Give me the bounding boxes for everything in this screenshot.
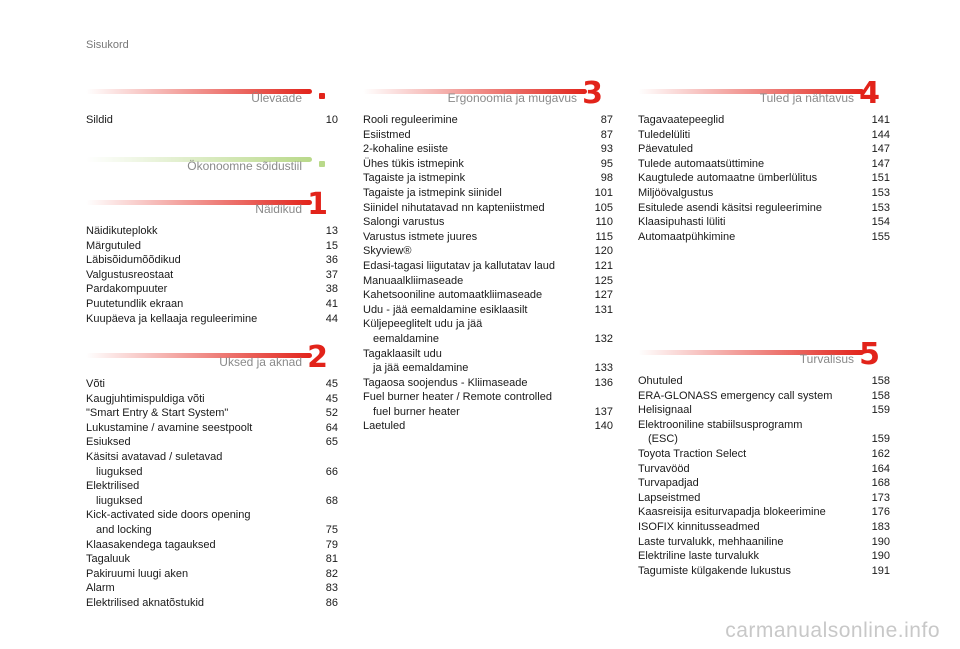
entry-title: Alarm (86, 582, 115, 595)
entry-title-continued: ja jää eemaldamine (373, 362, 469, 375)
entry-page-number: 133 (594, 362, 613, 375)
toc-entry[interactable] (638, 476, 890, 491)
toc-entry[interactable] (86, 552, 338, 567)
entry-page-number: 137 (594, 405, 613, 418)
entry-page-number: 131 (594, 303, 613, 316)
entry-page-number: 81 (325, 553, 338, 566)
entry-page-number: 87 (600, 114, 613, 126)
toc-entry[interactable] (638, 142, 890, 157)
toc-entry[interactable] (638, 403, 890, 418)
entry-page-number: 173 (871, 491, 890, 504)
toc-entry[interactable] (363, 157, 613, 172)
toc-entry[interactable] (363, 303, 613, 318)
entry-title: Varustus istmete juures (363, 230, 478, 243)
entry-title: Elektrilised aknatõstukid (86, 596, 205, 609)
toc-section (86, 153, 338, 181)
section-header (86, 187, 338, 224)
entry-title-continued: fuel burner heater (373, 405, 460, 418)
entry-title: Manuaalkliimaseade (363, 274, 464, 287)
entry-title: Sildid (86, 114, 113, 126)
toc-entry[interactable] (86, 450, 338, 479)
entry-page-number: 159 (871, 433, 890, 446)
toc-entry[interactable] (363, 201, 613, 216)
toc-list (86, 224, 338, 326)
section-title: Ökonoomne sõidustiil (187, 159, 302, 173)
section-number: 2 (307, 340, 328, 375)
entry-title: Tagavaatepeeglid (638, 114, 725, 126)
toc-entry[interactable] (638, 389, 890, 404)
entry-page-number: 191 (871, 564, 890, 577)
entry-page-number: 15 (325, 239, 338, 252)
entry-page-number: 151 (871, 172, 890, 185)
toc-entry[interactable] (86, 224, 338, 239)
entry-page-number: 83 (325, 582, 338, 595)
toc-entry[interactable] (638, 447, 890, 462)
entry-title: "Smart Entry & Start System" (86, 407, 229, 420)
entry-title: Küljepeeglitelt udu ja jää (363, 318, 483, 331)
entry-page-number: 45 (325, 392, 338, 405)
toc-entry[interactable] (86, 282, 338, 297)
entry-title: Märgutuled (86, 239, 142, 252)
entry-title: Esitulede asendi käsitsi reguleerimine (638, 201, 823, 214)
entry-page-number: 144 (871, 128, 890, 141)
entry-page-number: 79 (325, 538, 338, 551)
toc-entry[interactable] (86, 538, 338, 553)
section-marker-icon (319, 93, 325, 99)
entry-page-number: 65 (325, 436, 338, 449)
toc-entry[interactable] (638, 418, 890, 447)
toc-section (86, 85, 338, 128)
entry-title: Pardakompuuter (86, 283, 168, 296)
toc-entry[interactable] (86, 567, 338, 582)
entry-title: Klaasakendega tagauksed (86, 538, 216, 551)
entry-page-number: 93 (600, 143, 613, 156)
toc-entry[interactable] (86, 406, 338, 421)
toc-entry[interactable] (638, 491, 890, 506)
toc-entry[interactable] (638, 549, 890, 564)
toc-entry[interactable] (638, 186, 890, 201)
toc-entry[interactable] (86, 113, 338, 128)
entry-page-number: 190 (871, 550, 890, 563)
entry-page-number: 154 (871, 216, 890, 229)
toc-entry[interactable] (363, 347, 613, 376)
entry-title: ERA-GLONASS emergency call system (638, 389, 833, 402)
entry-title: Esiistmed (363, 128, 411, 141)
entry-page-number: 110 (595, 216, 613, 229)
entry-page-number: 158 (871, 389, 890, 402)
entry-title-continued: eemaldamine (373, 332, 440, 345)
toc-entry[interactable] (638, 505, 890, 520)
entry-title: Elektriline laste turvalukk (638, 550, 760, 563)
entry-title: Miljöövalgustus (638, 186, 714, 199)
toc-entry[interactable] (638, 564, 890, 579)
entry-title: Elektrilised (86, 480, 140, 493)
toc-entry[interactable] (363, 419, 613, 434)
entry-page-number: 52 (325, 407, 338, 420)
toc-entry[interactable] (86, 581, 338, 596)
section-number: 1 (307, 187, 328, 222)
toc-entry[interactable] (86, 297, 338, 312)
entry-title: Kaugjuhtimispuldiga võti (86, 392, 205, 405)
entry-title: Tagaklaasilt udu (363, 347, 442, 360)
toc-entry[interactable] (638, 215, 890, 230)
section-title: Turvalisus (799, 352, 854, 366)
entry-title: Laetuled (363, 420, 406, 433)
entry-title: 2-kohaline esiiste (363, 143, 448, 156)
toc-entry[interactable] (638, 374, 890, 389)
section-title: Ülevaade (251, 91, 302, 105)
entry-page-number: 162 (871, 447, 890, 460)
entry-page-number: 82 (325, 567, 338, 580)
entry-title: Päevatuled (638, 143, 694, 156)
watermark: carmanualsonline.info (725, 619, 940, 642)
entry-page-number: 153 (871, 201, 890, 214)
entry-page-number: 75 (325, 523, 338, 536)
toc-entry[interactable] (86, 392, 338, 407)
entry-page-number: 125 (594, 274, 613, 287)
toc-entry[interactable] (363, 142, 613, 157)
toc-entry[interactable] (363, 244, 613, 259)
entry-page-number: 115 (595, 230, 613, 243)
section-header (86, 85, 338, 113)
toc-section (86, 187, 338, 326)
toc-entry[interactable] (363, 230, 613, 245)
entry-title: Tagaiste ja istmepink siinidel (363, 186, 502, 199)
entry-page-number: 141 (871, 114, 890, 126)
entry-page-number: 140 (594, 420, 613, 433)
entry-page-number: 155 (871, 230, 890, 243)
entry-page-number: 190 (871, 535, 890, 548)
entry-title: ISOFIX kinnitusseadmed (638, 520, 760, 533)
section-title: Uksed ja aknad (219, 355, 302, 369)
entry-title: Pakiruumi luugi aken (86, 567, 189, 580)
entry-page-number: 120 (594, 245, 613, 258)
entry-page-number: 37 (325, 268, 338, 281)
toc-entry[interactable] (86, 268, 338, 283)
entry-title-continued: liuguksed (96, 494, 143, 507)
toc-entry[interactable] (86, 239, 338, 254)
entry-page-number: 10 (325, 114, 338, 126)
section-title: Näidikud (255, 202, 302, 216)
entry-title: Tulede automaatsüttimine (638, 157, 765, 170)
toc-entry[interactable] (86, 377, 338, 392)
toc-list (86, 377, 338, 611)
section-title: Ergonoomia ja mugavus (447, 91, 577, 105)
entry-title: Valgustusreostaat (86, 268, 174, 281)
toc-section (638, 337, 890, 578)
toc-entry[interactable] (363, 376, 613, 391)
entry-title: Udu - jää eemaldamine esiklaasilt (363, 303, 528, 316)
entry-page-number: 136 (594, 376, 613, 389)
entry-page-number: 121 (594, 259, 613, 272)
toc-entry[interactable] (86, 435, 338, 450)
toc-entry[interactable] (363, 288, 613, 303)
toc-list (638, 374, 890, 578)
entry-title: Läbisõidumõõdikud (86, 254, 181, 267)
entry-title: Tagaluuk (86, 553, 131, 566)
entry-page-number: 13 (325, 225, 338, 237)
toc-entry[interactable] (363, 171, 613, 186)
entry-page-number: 147 (871, 143, 890, 156)
toc-entry[interactable] (363, 259, 613, 274)
toc-entry[interactable] (363, 128, 613, 143)
entry-page-number: 64 (325, 421, 338, 434)
toc-entry[interactable] (638, 113, 890, 128)
entry-title: Tagaiste ja istmepink (363, 172, 466, 185)
toc-entry[interactable] (86, 508, 338, 537)
toc-section (86, 340, 338, 611)
toc-entry[interactable] (638, 128, 890, 143)
entry-page-number: 41 (325, 297, 338, 310)
toc-entry[interactable] (363, 390, 613, 419)
entry-title: Klaasipuhasti lüliti (638, 216, 726, 229)
toc-entry[interactable] (363, 215, 613, 230)
toc-list (86, 113, 338, 128)
entry-page-number: 132 (594, 332, 613, 345)
entry-title: Rooli reguleerimine (363, 114, 458, 126)
section-header (363, 76, 613, 113)
entry-title-continued: and locking (96, 523, 152, 536)
entry-title: Toyota Traction Select (638, 447, 747, 460)
toc-entry[interactable] (638, 201, 890, 216)
toc-entry[interactable] (86, 421, 338, 436)
toc-entry[interactable] (86, 479, 338, 508)
page-header: Sisukord (86, 39, 129, 51)
toc-section (638, 76, 890, 244)
section-header (638, 76, 890, 113)
section-title: Tuled ja nähtavus (759, 91, 854, 105)
entry-page-number: 68 (325, 494, 338, 507)
entry-title: Kahetsooniline automaatkliimaseade (363, 289, 543, 302)
toc-entry[interactable] (638, 535, 890, 550)
entry-page-number: 168 (871, 477, 890, 490)
entry-page-number: 44 (325, 312, 338, 325)
entry-page-number: 159 (871, 404, 890, 417)
toc-section (363, 76, 613, 434)
section-number: 3 (582, 76, 603, 111)
entry-page-number: 87 (600, 128, 613, 141)
toc-list (638, 113, 890, 244)
entry-title: Lukustamine / avamine seestpoolt (86, 421, 253, 434)
toc-entry[interactable] (638, 230, 890, 245)
entry-title: Turvavööd (638, 462, 690, 475)
entry-title-continued: liuguksed (96, 465, 143, 478)
toc-entry[interactable] (86, 312, 338, 327)
entry-page-number: 95 (600, 157, 613, 170)
section-marker-icon (319, 161, 325, 167)
section-number: 5 (859, 337, 880, 372)
entry-title: Ohutuled (638, 375, 683, 387)
entry-title: Kaasreisija esiturvapadja blokeerimine (638, 506, 826, 519)
entry-title: Tagumiste külgakende lukustus (638, 564, 791, 577)
entry-title: Skyview® (363, 245, 412, 258)
entry-page-number: 105 (594, 201, 613, 214)
toc-entry[interactable] (638, 157, 890, 172)
entry-page-number: 66 (325, 465, 338, 478)
toc-entry[interactable] (363, 113, 613, 128)
entry-page-number: 153 (871, 186, 890, 199)
entry-title: Lapseistmed (638, 491, 701, 504)
entry-title: Salongi varustus (363, 216, 445, 229)
entry-title: Siinidel nihutatavad nn kapteniistmed (363, 201, 545, 214)
toc-entry[interactable] (363, 317, 613, 346)
entry-title: Tuledelüliti (638, 128, 691, 141)
toc-entry[interactable] (363, 274, 613, 289)
entry-title: Fuel burner heater / Remote controlled (363, 391, 552, 404)
entry-page-number: 98 (600, 172, 613, 185)
entry-page-number: 127 (594, 289, 613, 302)
entry-title: Kaugtulede automaatne ümberlülitus (638, 172, 818, 185)
entry-title: Tagaosa soojendus - Kliimaseade (363, 376, 528, 389)
entry-title: Kuupäeva ja kellaaja reguleerimine (86, 312, 258, 325)
toc-entry[interactable] (86, 596, 338, 611)
entry-page-number: 147 (871, 157, 890, 170)
entry-title: Edasi-tagasi liigutatav ja kallutatav laud (363, 259, 556, 272)
toc-entry[interactable] (363, 186, 613, 201)
entry-title: Helisignaal (638, 404, 692, 417)
section-number: 4 (859, 76, 880, 111)
section-header (86, 340, 338, 377)
entry-title: Puutetundlik ekraan (86, 297, 184, 310)
entry-page-number: 164 (871, 462, 890, 475)
entry-page-number: 86 (325, 596, 338, 609)
entry-title-continued: (ESC) (648, 433, 678, 446)
entry-page-number: 38 (325, 283, 338, 296)
entry-title: Ühes tükis istmepink (363, 157, 464, 170)
entry-page-number: 45 (325, 378, 338, 390)
entry-page-number: 176 (871, 506, 890, 519)
section-header (638, 337, 890, 374)
toc-entry[interactable] (638, 462, 890, 477)
entry-title: Laste turvalukk, mehhaaniline (638, 535, 784, 548)
toc-entry[interactable] (638, 520, 890, 535)
toc-entry[interactable] (638, 171, 890, 186)
section-header (86, 153, 338, 181)
entry-page-number: 36 (325, 254, 338, 267)
entry-title: Võti (86, 378, 105, 390)
entry-title: Turvapadjad (638, 477, 699, 490)
entry-title: Kick-activated side doors opening (86, 509, 251, 522)
entry-title: Näidikuteplokk (86, 225, 158, 237)
entry-page-number: 158 (871, 375, 890, 387)
entry-page-number: 183 (871, 520, 890, 533)
entry-title: Esiuksed (86, 436, 131, 449)
toc-entry[interactable] (86, 253, 338, 268)
entry-title: Käsitsi avatavad / suletavad (86, 450, 223, 463)
entry-title: Elektrooniline stabiilsusprogramm (638, 418, 803, 431)
entry-page-number: 101 (594, 186, 613, 199)
toc-list (363, 113, 613, 434)
entry-title: Automaatpühkimine (638, 230, 736, 243)
